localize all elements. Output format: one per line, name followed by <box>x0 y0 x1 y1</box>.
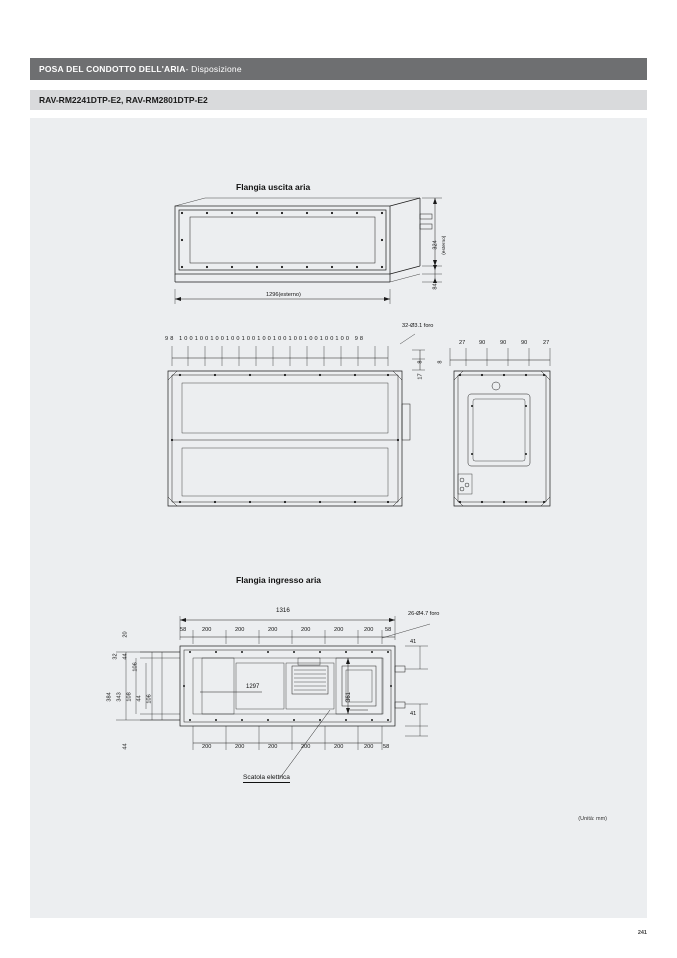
callout-electrical-box: Scatola elettrica <box>243 774 290 781</box>
dim-bottom-overall-width: 1316 <box>276 607 290 614</box>
dim-right-end: 58 <box>383 744 390 750</box>
dim-inner-height: 361 <box>346 691 352 702</box>
dim-pitch-top-8: 58 <box>385 627 392 633</box>
dim-pitch-top-1: 58 <box>180 627 187 633</box>
dim-side-pitch-2: 90 <box>479 340 486 346</box>
dim-left-6: 343 <box>116 692 123 702</box>
dim-right-bottom: 41 <box>410 711 417 717</box>
model-names: RAV-RM2241DTP-E2, RAV-RM2801DTP-E2 <box>39 95 208 105</box>
drawing-content-area <box>30 118 647 918</box>
dim-side-pitch-4: 90 <box>521 340 528 346</box>
dim-left-4: 106 <box>132 662 139 672</box>
dim-pitch-bottom-5: 200 <box>334 744 344 750</box>
dim-side-pitch-1: 27 <box>459 340 466 346</box>
dim-pitch-top-6: 200 <box>334 627 344 633</box>
section-subtitle: - Disposizione <box>185 64 242 74</box>
dim-top-height-note: (esterno) <box>442 235 448 255</box>
dim-middle-offset-a: 8 <box>417 360 424 364</box>
dim-left-1: 20 <box>122 631 129 638</box>
dim-left-2: 44 <box>122 653 129 660</box>
dim-left-10: 44 <box>122 743 129 750</box>
dim-pitch-bottom-2: 200 <box>235 744 245 750</box>
dim-top-height: 324 <box>432 240 439 250</box>
section-header-bar <box>30 58 647 80</box>
dim-pitch-top-3: 200 <box>235 627 245 633</box>
dim-hole-note-middle: 32-Ø3.1 foro <box>402 323 434 329</box>
dim-left-5: 384 <box>106 692 113 702</box>
dim-pitch-top-4: 200 <box>268 627 278 633</box>
dim-pitch-bottom-6: 200 <box>364 744 374 750</box>
dim-left-7: 108 <box>126 692 133 702</box>
dim-pitch-top-7: 200 <box>364 627 374 633</box>
dim-pitch-bottom-1: 200 <box>202 744 212 750</box>
dim-pitch-chain-middle: 98 100100100100100100100100100100100 98 <box>165 336 366 342</box>
dim-left-3: 32 <box>112 653 119 660</box>
figure-title-inlet-flange: Flangia ingresso aria <box>236 575 322 585</box>
dim-inner-width: 1297 <box>246 684 260 690</box>
dim-middle-offset-b: 17 <box>417 373 424 380</box>
technical-drawing-canvas <box>30 118 647 918</box>
figure-title-outlet-flange: Flangia uscita aria <box>236 182 311 192</box>
dim-side-pitch-3: 90 <box>500 340 507 346</box>
dim-side-offset: 8 <box>437 360 444 364</box>
dim-side-pitch-5: 27 <box>543 340 550 346</box>
dim-pitch-bottom-4: 200 <box>301 744 311 750</box>
dim-left-9: 106 <box>146 694 153 704</box>
section-title: POSA DEL CONDOTTO DELL'ARIA <box>39 64 186 74</box>
dim-top-depth: 84 <box>432 283 439 290</box>
dim-pitch-top-5: 200 <box>301 627 311 633</box>
dim-hole-note-bottom: 26-Ø4.7 foro <box>408 611 440 617</box>
unit-note: (Unità: mm) <box>578 816 607 822</box>
page-number: 241 <box>637 930 647 936</box>
dim-right-top: 41 <box>410 639 417 645</box>
dim-pitch-bottom-3: 200 <box>268 744 278 750</box>
dim-left-8: 44 <box>136 695 143 702</box>
model-header-bar <box>30 90 647 110</box>
dim-top-width: 1296(esterno) <box>266 292 301 298</box>
dim-pitch-top-2: 200 <box>202 627 212 633</box>
